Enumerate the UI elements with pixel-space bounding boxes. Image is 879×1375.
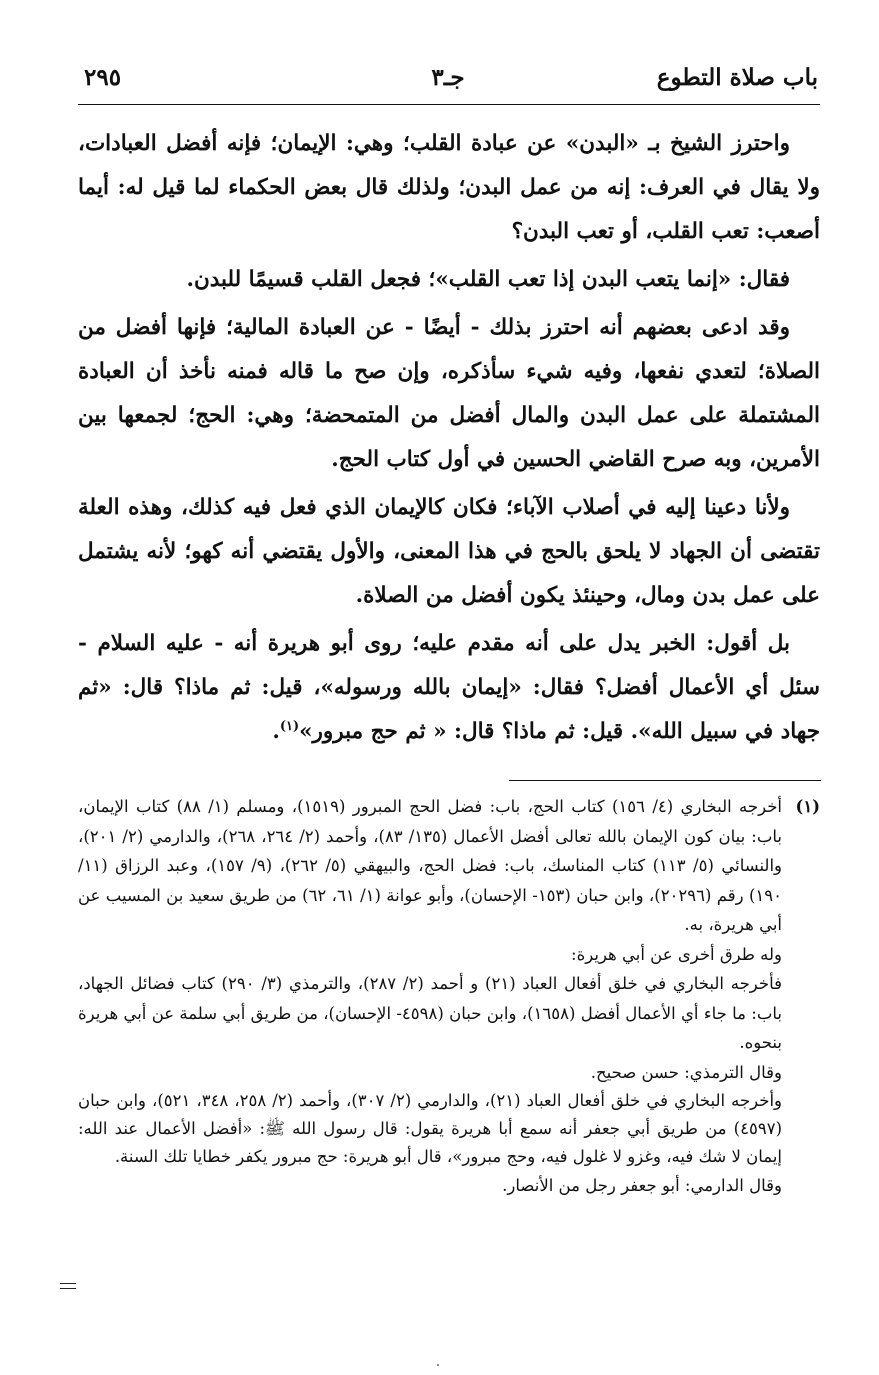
- footnotes-section: [78, 792, 820, 1201]
- paragraph: ولأنا دعينا إليه في أصلاب الآباء؛ فكان كالإيمان الذي فعل فيه كذلك، وهذه العلة تقتضى أن الجهاد لا يلحق بالحج في هذا المعنى، والأول يقتضي أنه كهو؛ لأنه يشتمل على عمل بدن ومال، وحينئذ يكون أفضل من الصلاة.: [78, 495, 820, 608]
- main-text: [78, 122, 820, 754]
- running-title: باب صلاة التطوع: [656, 64, 818, 91]
- paragraph: فقال: «إنما يتعب البدن إذا تعب القلب»؛ فجعل القلب قسيمًا للبدن.: [186, 267, 790, 292]
- paragraph-end-period: .: [272, 719, 280, 744]
- margin-mark: [60, 1283, 76, 1293]
- footnote-reference[interactable]: (١): [279, 718, 300, 734]
- paragraph-with-footnote: [78, 622, 820, 754]
- footnote-item: [78, 792, 820, 1201]
- footnote-text: وقال الدارمي: أبو جعفر رجل من الأنصار.: [502, 1176, 782, 1195]
- footnote-divider: [509, 780, 821, 781]
- footnote-number: (١): [795, 797, 820, 816]
- footnote-text: وقال الترمذي: حسن صحيح.: [590, 1062, 782, 1082]
- footnote-text: وله طرق أخرى عن أبي هريرة:: [571, 944, 782, 964]
- paragraph: وقد ادعى بعضهم أنه احترز بذلك - أيضًا - عن العبادة المالية؛ فإنها أفضل من الصلاة؛ لتعدي نفعها، وفيه شيء سأذكره، وإن صح ما قاله فمنه نأخذ أن العبادة المشتملة على عمل البدن والمال أفضل من المتمحضة؛ وهي: الحج؛ لجمعها بين الأمرين، وبه صرح القاضي الحسين في أول كتاب الحج.: [78, 315, 820, 472]
- footnote-text: أخرجه البخاري (٤/ ١٥٦) كتاب الحج، باب: فضل الحج المبرور (١٥١٩)، ومسلم (١/ ٨٨) كتاب الإيمان، باب: بيان كون الإيمان بالله تعالى أفضل الأعمال (١٣٥/ ٨٣)، وأحمد (٢/ ٢٦٤، ٢٦٨)، والدارمي (٢/ ٢٠١)، والنسائي (٥/ ١١٣) كتاب المناسك، باب: فضل الحج، والبيهقي (٥/ ٢٦٢)، (٩/ ١٥٧)، وعبد الرزاق (١١/ ١٩٠) رقم (٢٠٢٩٦)، وابن حبان (١٥٣- الإحسان)، وأبو عوانة (١/ ٦١، ٦٢) من طريق سعيد بن المسيب عن أبي هريرة، به.: [78, 797, 783, 934]
- scan-dot: [437, 1364, 439, 1366]
- paragraph: واحترز الشيخ بـ «البدن» عن عبادة القلب؛ وهي: الإيمان؛ فإنه أفضل العبادات، ولا يقال في العرف: إنه من عمل البدن؛ ولذلك قال بعض الحكماء لما قيل له: أيما أصعب: تعب القلب، أو تعب البدن؟: [78, 131, 820, 244]
- footnote-text: وأخرجه البخاري في خلق أفعال العباد (٢١)، والدارمي (٢/ ٣٠٧)، وأحمد (٢/ ٢٥٨، ٣٤٨، ٥٢١)، وابن حبان (٤٥٩٧) من طريق أبي جعفر أنه سمع أبا هريرة يقول: قال رسول الله ﷺ: «أفضل الأعمال عند الله: إيمان لا شك فيه، وغزو لا غلول فيه، وحج مبرور»، قال أبو هريرة: حج مبرور يكفر خطايا تلك السنة.: [78, 1091, 783, 1166]
- header-divider: [78, 104, 820, 105]
- footnote-text: فأخرجه البخاري في خلق أفعال العباد (٢١) و أحمد (٢/ ٢٨٧)، والترمذي (٣/ ٢٩٠) كتاب فضائل الجهاد، باب: ما جاء أي الأعمال أفضل (١٦٥٨)، وابن حبان (٤٥٩٨- الإحسان)، من طريق أبي سلمة عن أبي هريرة بنحوه.: [78, 974, 783, 1052]
- page-header: [78, 58, 818, 102]
- page-number: ٢٩٥: [84, 64, 122, 91]
- volume-label: جـ٣: [431, 64, 465, 91]
- paragraph-text: بل أقول: الخبر يدل على أنه مقدم عليه؛ روى أبو هريرة أنه - عليه السلام - سئل أي الأعمال أفضل؟ فقال: «إيمان بالله ورسوله»، قيل: ثم ماذا؟ قال: «ثم جهاد في سبيل الله». قيل: ثم ماذا؟ قال: « ثم حج مبرور»: [78, 631, 820, 744]
